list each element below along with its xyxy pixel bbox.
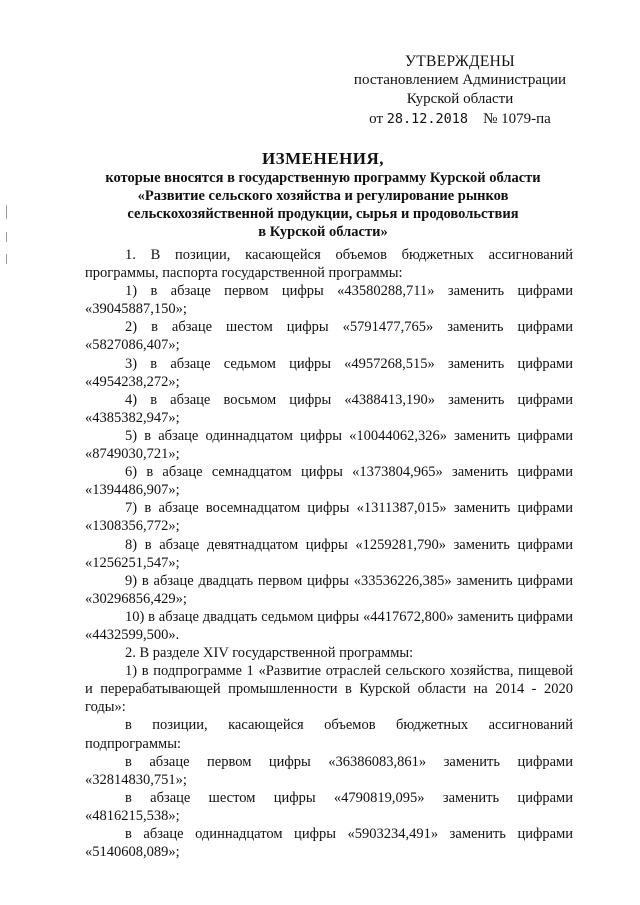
body-paragraph: в абзаце шестом цифры «4790819,095» заменить цифрами «4816215,538»; <box>85 789 573 824</box>
body-paragraph: в позиции, касающейся объемов бюджетных ассигнований подпрограммы: <box>85 717 573 752</box>
document-body <box>85 246 573 861</box>
approval-dateline <box>340 110 580 129</box>
body-paragraph: 6) в абзаце семнадцатом цифры «1373804,965» заменить цифрами «1394486,907»; <box>85 464 573 499</box>
approval-line: постановлением Администрации <box>353 72 567 88</box>
body-paragraph: 10) в абзаце двадцать седьмом цифры «4417672,800» заменить цифрами «4432599,500». <box>85 608 573 643</box>
heading-line: в Курской области» <box>258 224 388 240</box>
approval-title: УТВЕРЖДЕНЫ <box>405 53 515 70</box>
body-paragraph: в абзаце одиннадцатом цифры «5903234,491» заменить цифрами «5140608,089»; <box>85 826 573 861</box>
body-paragraph: 1) в абзаце первом цифры «43580288,711» заменить цифрами «39045887,150»; <box>85 283 573 318</box>
heading-line: «Развитие сельского хозяйства и регулирование рынков <box>137 188 509 204</box>
body-paragraph: 8) в абзаце девятнадцатом цифры «1259281,790» заменить цифрами «1256251,547»; <box>85 536 573 571</box>
body-paragraph: 4) в абзаце восьмом цифры «4388413,190» заменить цифрами «4385382,947»; <box>85 391 573 426</box>
date-prefix: от <box>369 111 384 127</box>
body-paragraph: в абзаце первом цифры «36386083,861» заменить цифрами «32814830,751»; <box>85 753 573 788</box>
approval-date: 28.12.2018 <box>386 111 469 127</box>
approval-block <box>340 52 580 129</box>
heading-line: которые вносятся в государственную программу Курской области <box>105 170 541 186</box>
approval-number: 1079-па <box>501 111 551 127</box>
approval-line: Курской области <box>406 91 514 107</box>
number-prefix: № <box>483 111 498 127</box>
body-paragraph: 7) в абзаце восемнадцатом цифры «1311387,015» заменить цифрами «1308356,772»; <box>85 500 573 535</box>
margin-mark <box>6 254 7 264</box>
body-paragraph: 9) в абзаце двадцать первом цифры «33536226,385» заменить цифрами «30296856,429»; <box>85 572 573 607</box>
body-paragraph: 2) в абзаце шестом цифры «5791477,765» заменить цифрами «5827086,407»; <box>85 319 573 354</box>
body-paragraph: 5) в абзаце одиннадцатом цифры «10044062,326» заменить цифрами «8749030,721»; <box>85 427 573 463</box>
body-paragraph: 3) в абзаце седьмом цифры «4957268,515» заменить цифрами «4954238,272»; <box>85 355 573 390</box>
body-paragraph: 1) в подпрограмме 1 «Развитие отраслей сельского хозяйства, пищевой и перерабатывающей промышленности в Курской области на 2014 - 2020 годы»: <box>85 663 573 716</box>
heading-main: ИЗМЕНЕНИЯ, <box>261 149 385 168</box>
heading-line: сельскохозяйственной продукции, сырья и продовольствия <box>127 206 519 222</box>
margin-mark <box>6 232 7 242</box>
body-paragraph: 1. В позиции, касающейся объемов бюджетных ассигнований программы, паспорта государственной программы: <box>85 247 573 282</box>
document-heading <box>88 150 558 241</box>
margin-mark <box>6 205 7 219</box>
body-paragraph: 2. В разделе XIV государственной программы: <box>125 645 414 662</box>
